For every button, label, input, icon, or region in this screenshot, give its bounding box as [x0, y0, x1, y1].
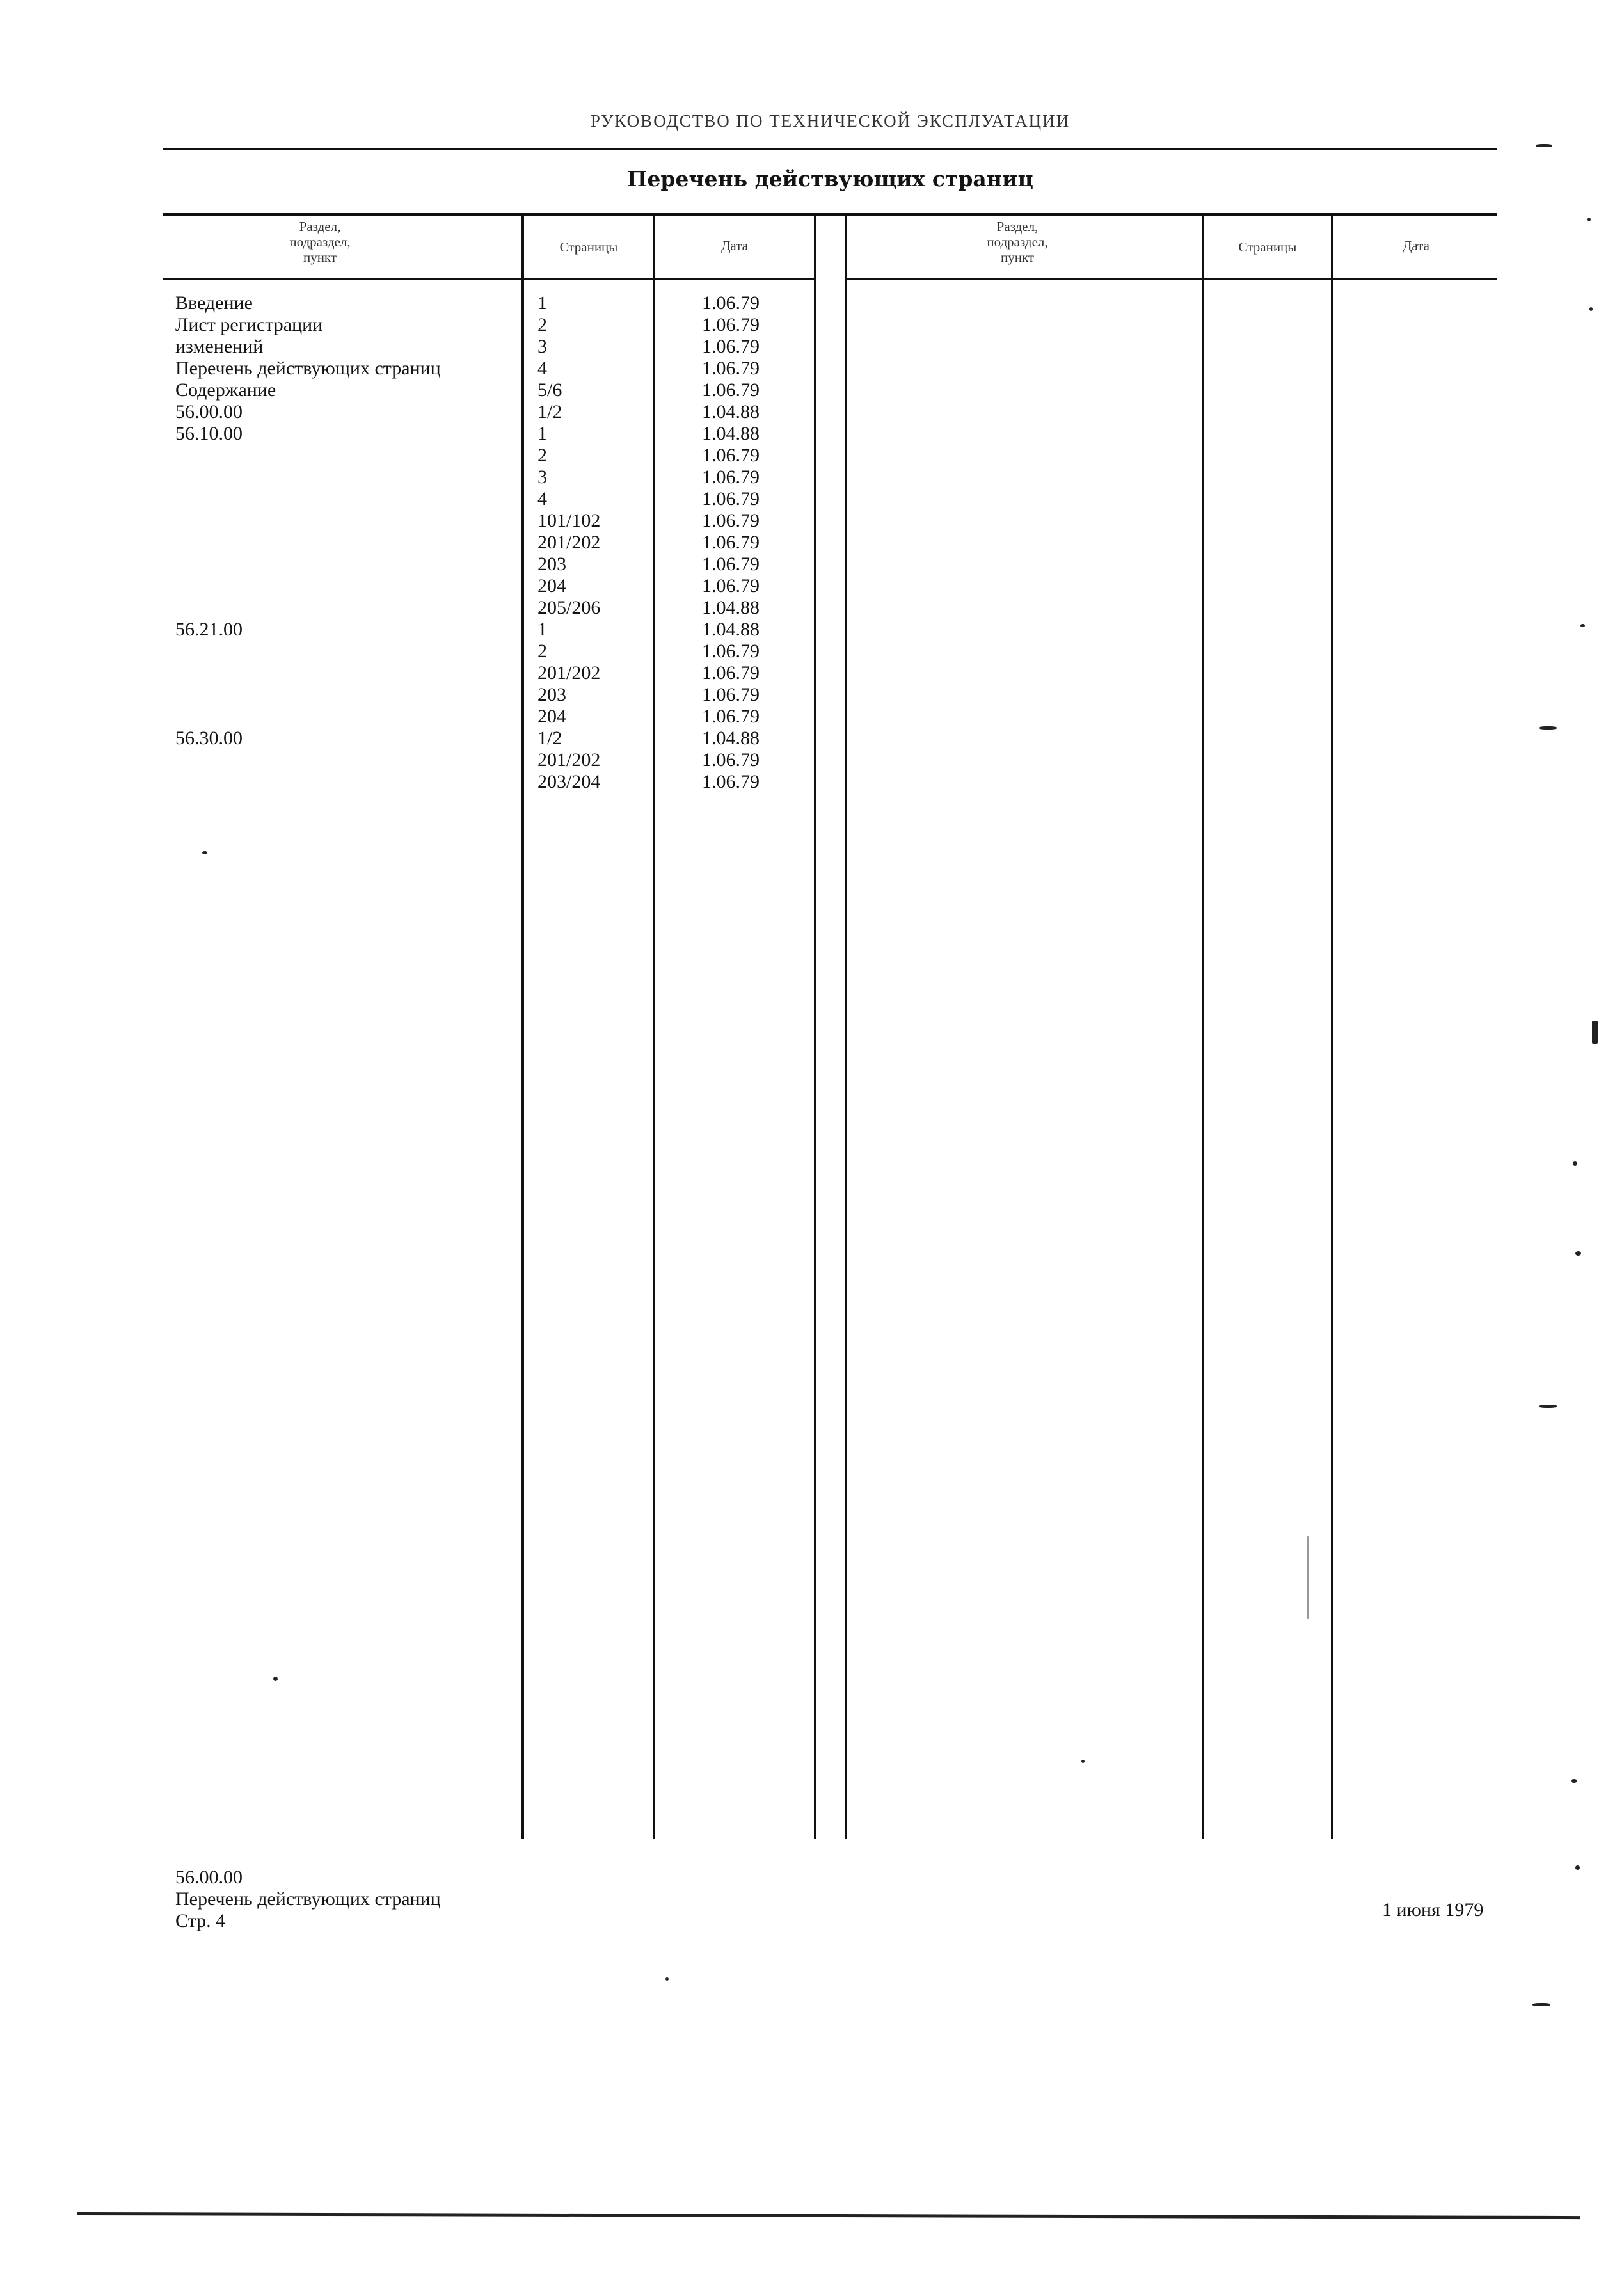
scan-speck: [1536, 144, 1552, 147]
page-cell: 2: [537, 445, 547, 466]
date-cell: 1.06.79: [702, 706, 760, 727]
column-divider: [1331, 213, 1333, 1839]
scan-speck: [1589, 307, 1593, 311]
scan-speck: [1532, 2003, 1550, 2006]
date-cell: 1.06.79: [702, 488, 760, 509]
header-pages-right: Страницы: [1238, 239, 1297, 255]
footer-date: 1 июня 1979: [1382, 1899, 1484, 1920]
page-cell: 2: [537, 641, 547, 662]
date-cell: 1.06.79: [702, 445, 760, 466]
footer-page-label: Стр. 4: [175, 1910, 226, 1931]
scan-edge-line: [77, 2212, 1580, 2219]
header-section-left: Раздел, подраздел, пункт: [289, 219, 351, 265]
page-cell: 1: [537, 423, 547, 444]
page-cell: 4: [537, 358, 547, 379]
date-cell: 1.06.79: [702, 314, 760, 335]
page-cell: 204: [537, 575, 566, 596]
section-cell: Лист регистрации: [175, 314, 323, 335]
scan-speck: [1587, 218, 1591, 221]
date-cell: 1.06.79: [702, 575, 760, 596]
section-cell: Перечень действующих страниц: [175, 358, 441, 379]
date-cell: 1.06.79: [702, 554, 760, 575]
column-divider: [814, 213, 816, 1839]
column-divider: [653, 213, 655, 1839]
footer-section-title: Перечень действующих страниц: [175, 1888, 441, 1910]
column-divider: [845, 213, 847, 1839]
page-cell: 5/6: [537, 379, 562, 401]
column-divider: [1202, 213, 1204, 1839]
section-cell: изменений: [175, 336, 264, 357]
page-cell: 1: [537, 292, 547, 314]
scan-speck: [202, 851, 207, 854]
scan-speck: [1539, 726, 1557, 730]
page-cell: 203: [537, 684, 566, 705]
scan-speck: [1081, 1760, 1085, 1763]
page-cell: 203: [537, 554, 566, 575]
page-cell: 3: [537, 467, 547, 488]
page-cell: 2: [537, 314, 547, 335]
header-rule: [163, 148, 1497, 150]
date-cell: 1.06.79: [702, 641, 760, 662]
page-cell: 101/102: [537, 510, 601, 531]
scan-speck: [1571, 1779, 1577, 1783]
table-header-rule-left: [163, 278, 816, 280]
date-cell: 1.04.88: [702, 423, 760, 444]
date-cell: 1.06.79: [702, 749, 760, 770]
scan-speck: [273, 1677, 278, 1681]
page-cell: 205/206: [537, 597, 601, 618]
scan-speck: [1575, 1251, 1581, 1256]
page-cell: 3: [537, 336, 547, 357]
header-section-right: Раздел, подраздел, пункт: [987, 219, 1048, 265]
page-cell: 201/202: [537, 532, 601, 553]
page-cell: 1/2: [537, 728, 562, 749]
header-pages-left: Страницы: [559, 239, 618, 255]
date-cell: 1.06.79: [702, 684, 760, 705]
running-header: РУКОВОДСТВО ПО ТЕХНИЧЕСКОЙ ЭКСПЛУАТАЦИИ: [590, 111, 1071, 131]
date-cell: 1.06.79: [702, 379, 760, 401]
date-cell: 1.04.88: [702, 597, 760, 618]
scan-speck: [1575, 1865, 1580, 1870]
section-cell: 56.10.00: [175, 423, 243, 444]
date-cell: 1.06.79: [702, 358, 760, 379]
page-cell: 201/202: [537, 662, 601, 683]
date-cell: 1.06.79: [702, 467, 760, 488]
page-cell: 203/204: [537, 771, 601, 792]
page-title: Перечень действующих страниц: [627, 166, 1033, 191]
scan-speck: [1580, 624, 1585, 627]
header-date-left: Дата: [721, 238, 748, 253]
page-cell: 204: [537, 706, 566, 727]
table-header-rule-right: [845, 278, 1497, 280]
page-cell: 1: [537, 619, 547, 640]
scan-speck: [1307, 1536, 1309, 1619]
table-top-rule: [163, 213, 1497, 216]
date-cell: 1.06.79: [702, 292, 760, 314]
date-cell: 1.04.88: [702, 619, 760, 640]
header-date-right: Дата: [1403, 238, 1429, 253]
date-cell: 1.06.79: [702, 510, 760, 531]
scan-speck: [1539, 1405, 1557, 1408]
date-cell: 1.06.79: [702, 662, 760, 683]
date-cell: 1.04.88: [702, 728, 760, 749]
date-cell: 1.06.79: [702, 532, 760, 553]
page-cell: 201/202: [537, 749, 601, 770]
scan-speck: [1573, 1161, 1577, 1166]
section-cell: Введение: [175, 292, 253, 314]
section-cell: 56.30.00: [175, 728, 243, 749]
date-cell: 1.06.79: [702, 336, 760, 357]
scan-speck: [665, 1977, 669, 1981]
page-cell: 1/2: [537, 401, 562, 422]
footer-section-code: 56.00.00: [175, 1867, 243, 1888]
date-cell: 1.04.88: [702, 401, 760, 422]
date-cell: 1.06.79: [702, 771, 760, 792]
section-cell: 56.00.00: [175, 401, 243, 422]
column-divider: [521, 213, 524, 1839]
section-cell: Содержание: [175, 379, 276, 401]
page-cell: 4: [537, 488, 547, 509]
section-cell: 56.21.00: [175, 619, 243, 640]
scan-speck: [1592, 1021, 1598, 1044]
